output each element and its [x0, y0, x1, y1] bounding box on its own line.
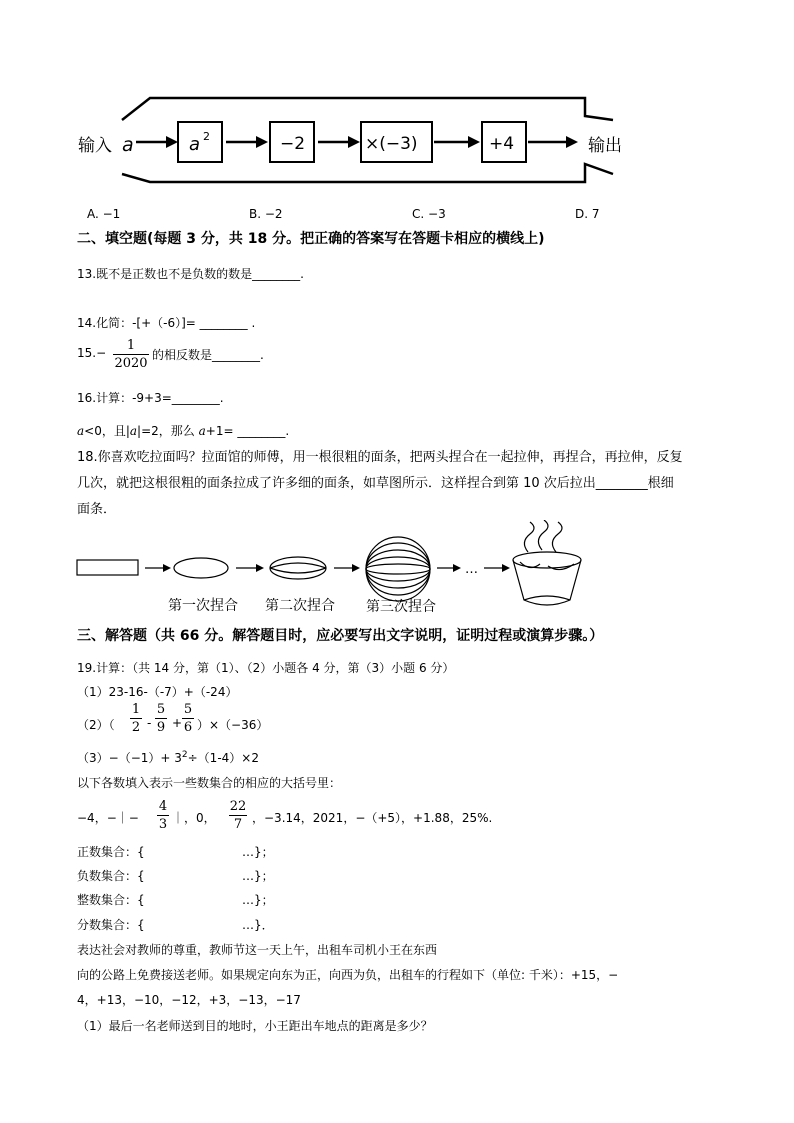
label-fold-3: 第三次捏合	[366, 599, 436, 615]
question-17: a<0，且|a|=2，那么 a+1= ________.	[77, 424, 290, 438]
arrow-icon	[256, 564, 264, 572]
question-20-numbers-a: −4，−｜−	[77, 811, 139, 825]
fraction-5-6: 5 6	[183, 702, 193, 735]
arrow-icon	[256, 136, 268, 148]
noodle-figure	[0, 520, 794, 620]
fold-2-shape	[270, 557, 326, 579]
fraction-22-7: 22 7	[229, 799, 247, 832]
question-14: 14.化简：-[+（-6）]= ________ .	[77, 316, 256, 330]
operation-flow-diagram	[0, 90, 794, 200]
set-positive-end: …}；	[242, 845, 274, 859]
label-fold-1: 第一次捏合	[168, 598, 238, 614]
option-d: D. 7	[575, 207, 600, 221]
question-20-intro: 以下各数填入表示一些数集合的相应的大括号里：	[77, 776, 342, 790]
question-21-line2: 向的公路上免费接送老师。如果规定向东为正，向西为负，出租车的行程如下（单位: 千米）：+15，−	[77, 968, 619, 982]
question-19-part2: （2）（	[77, 718, 115, 732]
svg-text:×(−3): ×(−3)	[365, 134, 418, 154]
arrow-icon	[566, 136, 578, 148]
question-19-part3: $(3)-(-1)+ 3^2\div(1-4)\times 2$	[77, 750, 259, 765]
figure-ellipsis: …	[465, 562, 478, 577]
question-15: 15.−	[77, 346, 107, 360]
section-heading-fill-blank: 二、填空题(每题 3 分，共 18 分。把正确的答案写在答题卡相应的横线上)	[77, 231, 545, 247]
question-15-suffix: 的相反数是________.	[152, 348, 264, 362]
section-heading-solutions: 三、解答题（共 66 分。解答题目时，应必要写出文字说明，证明过程或演算步骤。）	[77, 628, 604, 644]
arrow-icon	[352, 564, 360, 572]
question-21-line3: 4，+13，−10，−12，+3，−13，−17	[77, 993, 301, 1007]
fraction-4-3: 4 3	[158, 799, 168, 832]
svg-text:a: a	[189, 134, 201, 155]
question-19-part2-suffix: ）×（−36）	[197, 718, 269, 732]
question-21-line1: 表达社会对教师的尊重，教师节这一天上午，出租车司机小王在东西	[77, 943, 438, 957]
fold-3-shape	[366, 537, 430, 601]
arrow-icon	[453, 564, 461, 572]
thick-noodle	[77, 560, 138, 575]
arrow-icon	[502, 564, 510, 572]
label-fold-2: 第二次捏合	[265, 598, 335, 614]
question-20-numbers-c: ，−3.14，2021，−（+5），+1.88，25%.	[252, 811, 493, 825]
option-a: A. −1	[87, 207, 121, 221]
question-20-numbers-b: ｜，0，	[172, 811, 216, 825]
flow-frame-top	[122, 98, 613, 120]
set-integer-end: …}；	[242, 893, 274, 907]
svg-text:2: 2	[203, 130, 210, 143]
option-c: C. −3	[412, 207, 446, 221]
arrow-icon	[468, 136, 480, 148]
option-b: B. −2	[249, 207, 283, 221]
fold-1-shape	[174, 558, 228, 578]
question-21-sub1: （1）最后一名老师送到目的地时，小王距出车地点的距离是多少？	[77, 1019, 433, 1033]
question-18-line2: 几次，就把这根很粗的面条拉成了许多细的面条，如草图所示．这样捏合到第 10 次后拉出________根细	[77, 476, 674, 491]
question-19-title: 19.计算：（共 14 分，第（1）、（2）小题各 4 分，第（3）小题 6 分）	[77, 661, 455, 675]
fraction-1-2: 1 2	[131, 702, 141, 735]
set-negative-end: …}；	[242, 869, 274, 883]
svg-text:+4: +4	[489, 134, 515, 154]
arrow-icon	[166, 136, 178, 148]
arrow-icon	[348, 136, 360, 148]
fraction-1-2020: 1 2020	[114, 338, 148, 371]
set-integer-label: 整数集合：{	[77, 893, 145, 907]
set-negative-label: 负数集合：{	[77, 869, 145, 883]
question-18-line3: 面条．	[77, 502, 117, 517]
set-fraction-label: 分数集合：{	[77, 918, 145, 932]
flow-input-label: 输入	[78, 136, 112, 156]
svg-text:−2: −2	[280, 134, 306, 154]
flow-frame-bottom	[122, 164, 613, 182]
flow-output-label: 输出	[588, 136, 622, 156]
question-18-line1: 18.你喜欢吃拉面吗？拉面馆的师傅，用一根很粗的面条，把两头捏合在一起拉伸，再捏合，再拉伸，反复	[77, 450, 683, 465]
question-16: 16.计算：-9+3=________.	[77, 391, 224, 405]
flow-input-var: a	[122, 134, 134, 156]
question-19-part1: （1）23-16-（-7）+（-24）	[77, 685, 238, 699]
question-13: 13.既不是正数也不是负数的数是________.	[77, 267, 304, 281]
set-positive-label: 正数集合：{	[77, 845, 145, 859]
arrow-icon	[163, 564, 171, 572]
noodle-bowl-icon	[513, 520, 581, 605]
set-fraction-end: …}．	[242, 918, 274, 932]
fraction-5-9: 5 9	[156, 702, 166, 735]
